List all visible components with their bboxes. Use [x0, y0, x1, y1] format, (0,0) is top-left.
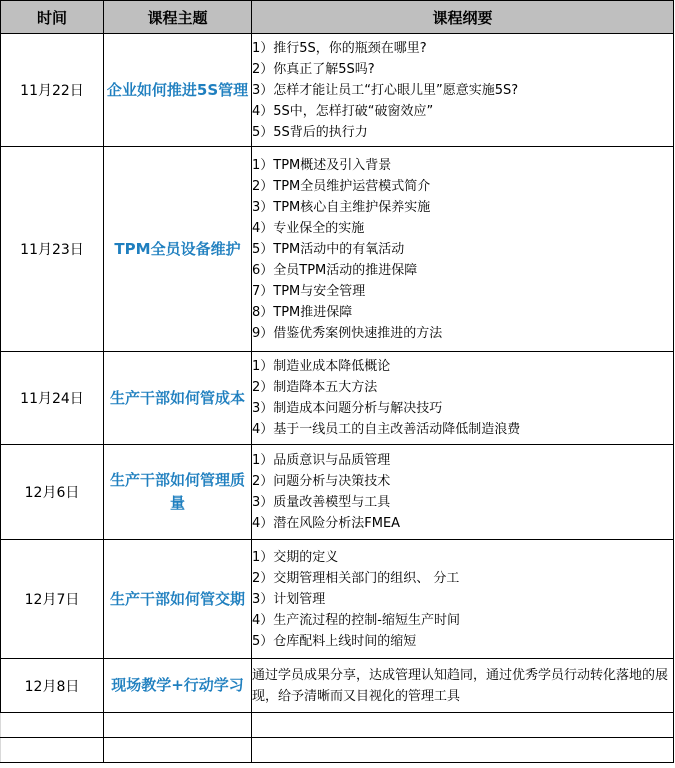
header-row — [1, 1, 674, 34]
outline-item: 3）计划管理 — [252, 591, 326, 607]
topic-cell: 生产干部如何管理质量 — [104, 445, 252, 540]
outline-item: 4）潜在风险分析法FMEA — [252, 516, 401, 531]
topic-cell: 现场教学+行动学习 — [104, 659, 252, 713]
outline-item: 5）5S背后的执行力 — [252, 124, 368, 140]
table-row — [1, 445, 674, 540]
date-cell: 12月7日 — [1, 540, 104, 659]
table-row — [1, 540, 674, 659]
outline-item: 3）制造成本问题分析与解决技巧 — [252, 401, 443, 416]
empty-grid-row — [1, 738, 674, 763]
outline-item: 2）问题分析与决策技术 — [252, 474, 391, 489]
table-row — [1, 147, 674, 352]
topic-cell: TPM全员设备维护 — [104, 147, 252, 352]
outline-item: 2）你真正了解5S吗? — [252, 61, 375, 77]
empty-cell — [104, 713, 252, 738]
outline-cell — [252, 147, 674, 352]
outline-item: 4）基于一线员工的自主改善活动降低制造浪费 — [252, 422, 521, 437]
empty-cell — [252, 713, 674, 738]
outline-item: 1）TPM概述及引入背景 — [252, 157, 392, 173]
outline-item: 2）交期管理相关部门的组织、 分工 — [252, 570, 460, 586]
outline-item: 9）借鉴优秀案例快速推进的方法 — [252, 325, 443, 341]
empty-cell — [252, 738, 674, 763]
topic-cell: 生产干部如何管交期 — [104, 540, 252, 659]
table-row — [1, 34, 674, 147]
table-row — [1, 352, 674, 445]
outline-item: 2）制造降本五大方法 — [252, 380, 378, 395]
outline-item: 1）推行5S，你的瓶颈在哪里? — [252, 40, 427, 56]
outline-item: 2）TPM全员维护运营模式简介 — [252, 178, 431, 194]
date-cell: 12月8日 — [1, 659, 104, 713]
outline-item: 1）制造业成本降低概论 — [252, 359, 391, 374]
empty-cell — [1, 738, 104, 763]
date-cell: 12月6日 — [1, 445, 104, 540]
header-topic: 课程主题 — [104, 1, 252, 34]
empty-cell — [104, 738, 252, 763]
header-outline: 课程纲要 — [252, 1, 674, 34]
outline-item: 1）品质意识与品质管理 — [252, 453, 391, 468]
empty-grid-row — [1, 713, 674, 738]
outline-cell — [252, 659, 674, 713]
outline-item: 3）怎样才能让员工“打心眼儿里”愿意实施5S? — [252, 82, 519, 98]
outline-cell — [252, 34, 674, 147]
outline-cell — [252, 540, 674, 659]
outline-item: 4）5S中，怎样打破“破窗效应” — [252, 103, 434, 119]
outline-item: 7）TPM与安全管理 — [252, 283, 366, 299]
outline-item: 6）全员TPM活动的推进保障 — [252, 262, 418, 278]
outline-item: 3）TPM核心自主维护保养实施 — [252, 199, 431, 215]
outline-cell — [252, 445, 674, 540]
empty-cell — [1, 713, 104, 738]
topic-cell: 企业如何推进5S管理 — [104, 34, 252, 147]
date-cell: 11月22日 — [1, 34, 104, 147]
outline-item: 5）TPM活动中的有氧活动 — [252, 241, 405, 257]
header-time: 时间 — [1, 1, 104, 34]
outline-item: 8）TPM推进保障 — [252, 304, 353, 320]
outline-paragraph: 通过学员成果分享，达成管理认知趋同，通过优秀学员行动转化落地的展现，给予清晰而又目视化的管理工具 — [252, 667, 669, 704]
outline-item: 4）专业保全的实施 — [252, 220, 365, 236]
outline-item: 5）仓库配料上线时间的缩短 — [252, 633, 417, 649]
outline-item: 1）交期的定义 — [252, 549, 339, 565]
outline-item: 4）生产流过程的控制-缩短生产时间 — [252, 612, 460, 628]
outline-item: 3）质量改善模型与工具 — [252, 495, 391, 510]
topic-cell: 生产干部如何管成本 — [104, 352, 252, 445]
table-row — [1, 659, 674, 713]
outline-cell — [252, 352, 674, 445]
date-cell: 11月24日 — [1, 352, 104, 445]
date-cell: 11月23日 — [1, 147, 104, 352]
